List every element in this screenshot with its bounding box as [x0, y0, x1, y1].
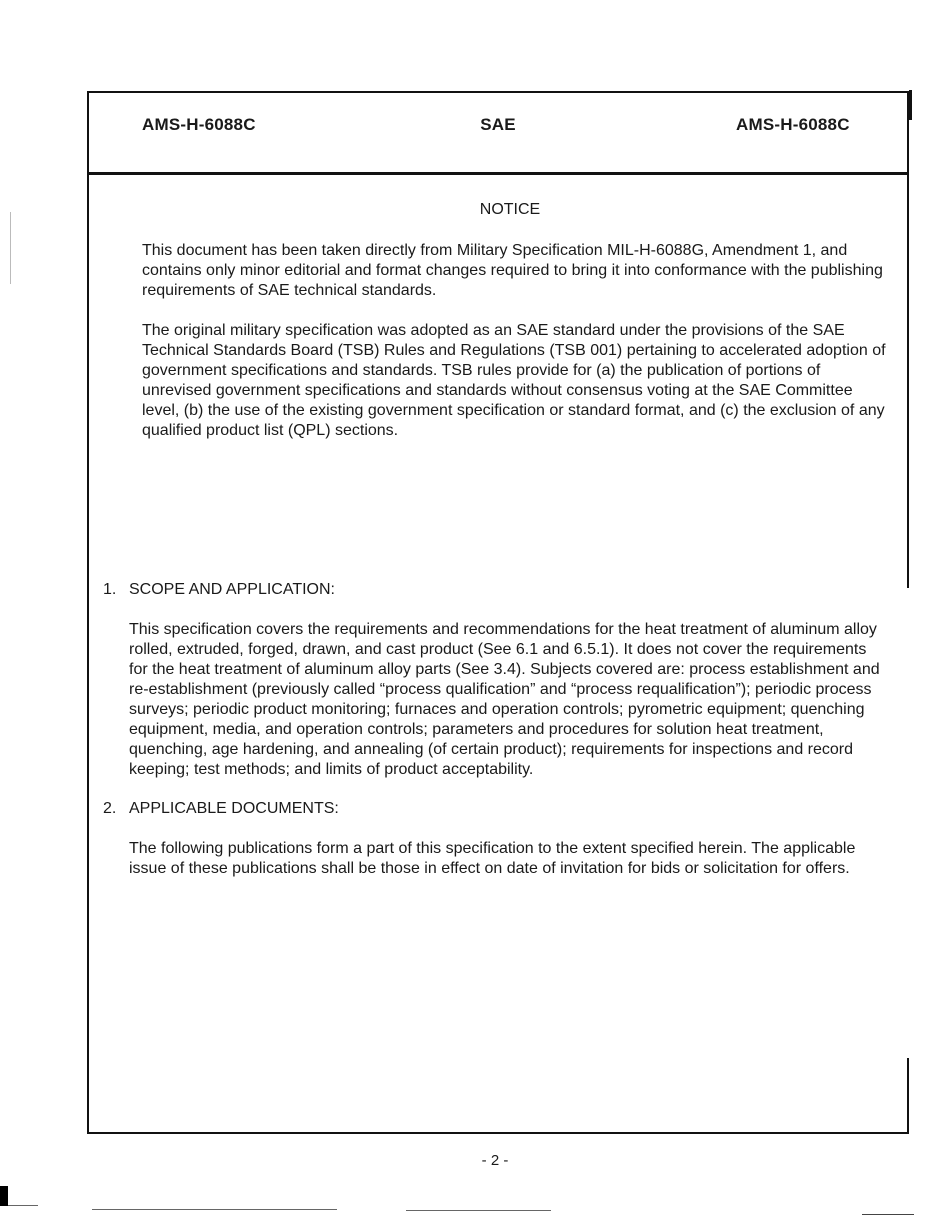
notice-title: NOTICE [479, 201, 541, 218]
page-number: - 2 - [481, 1152, 509, 1169]
section-number: 1. [103, 581, 117, 598]
header-document-code-left: AMS-H-6088C [142, 115, 256, 134]
scan-corner-mark [0, 1186, 8, 1206]
section-heading-scope [103, 581, 335, 599]
scan-mark [8, 1205, 38, 1206]
section-number: 2. [103, 800, 117, 817]
section-heading-applicable-documents [103, 800, 339, 818]
scan-mark [862, 1214, 914, 1215]
notice-paragraph: This document has been taken directly from Military Specification MIL-H-6088G, Amendment 1, and contains only minor editorial and format changes required to bring it into conformance with the publishing requirements of SAE technical standards. [142, 242, 883, 299]
scan-mark [909, 90, 912, 120]
notice-paragraph: The original military specification was adopted as an SAE standard under the provisions of the SAE Technical Standards Board (TSB) Rules and Regulations (TSB 001) pertaining to accelerated adoption of government specifications and standards. TSB rules provide for (a) the publication of portions of unrevised government specifications and standards without consensus voting at the SAE Committee level, (b) the use of the existing government specification or standard format, and (c) the exclusion of any qualified product list (QPL) sections. [142, 322, 886, 439]
header-document-code-right: AMS-H-6088C [736, 115, 850, 134]
header-organization: SAE [480, 115, 516, 134]
section-title: SCOPE AND APPLICATION: [129, 581, 335, 598]
header-divider [87, 172, 909, 175]
section-body-scope: This specification covers the requirements and recommendations for the heat treatment of aluminum alloy rolled, extruded, forged, drawn, and cast product (See 6.1 and 6.5.1). It does not cover the requirements for the heat treatment of aluminum alloy parts (See 3.4). Subjects covered are: process establishment and re-establishment (previously called “process qualification” and “process requalification”); periodic process surveys; periodic product monitoring; furnaces and operation controls; pyrometric equipment; quenching equipment, media, and operation controls; parameters and procedures for solution heat treatment, quenching, age hardening, and annealing (of certain product); requirements for inspections and record keeping; test methods; and limits of product acceptability. [129, 621, 880, 778]
scan-mark [406, 1210, 551, 1211]
scan-mark [907, 588, 910, 1058]
section-body-applicable-documents: The following publications form a part of this specification to the extent specified herein. The applicable issue of these publications shall be those in effect on date of invitation for bids or solicitation for offers. [129, 840, 856, 877]
scan-mark [10, 212, 11, 284]
scan-mark [92, 1209, 337, 1210]
section-title: APPLICABLE DOCUMENTS: [129, 800, 339, 817]
